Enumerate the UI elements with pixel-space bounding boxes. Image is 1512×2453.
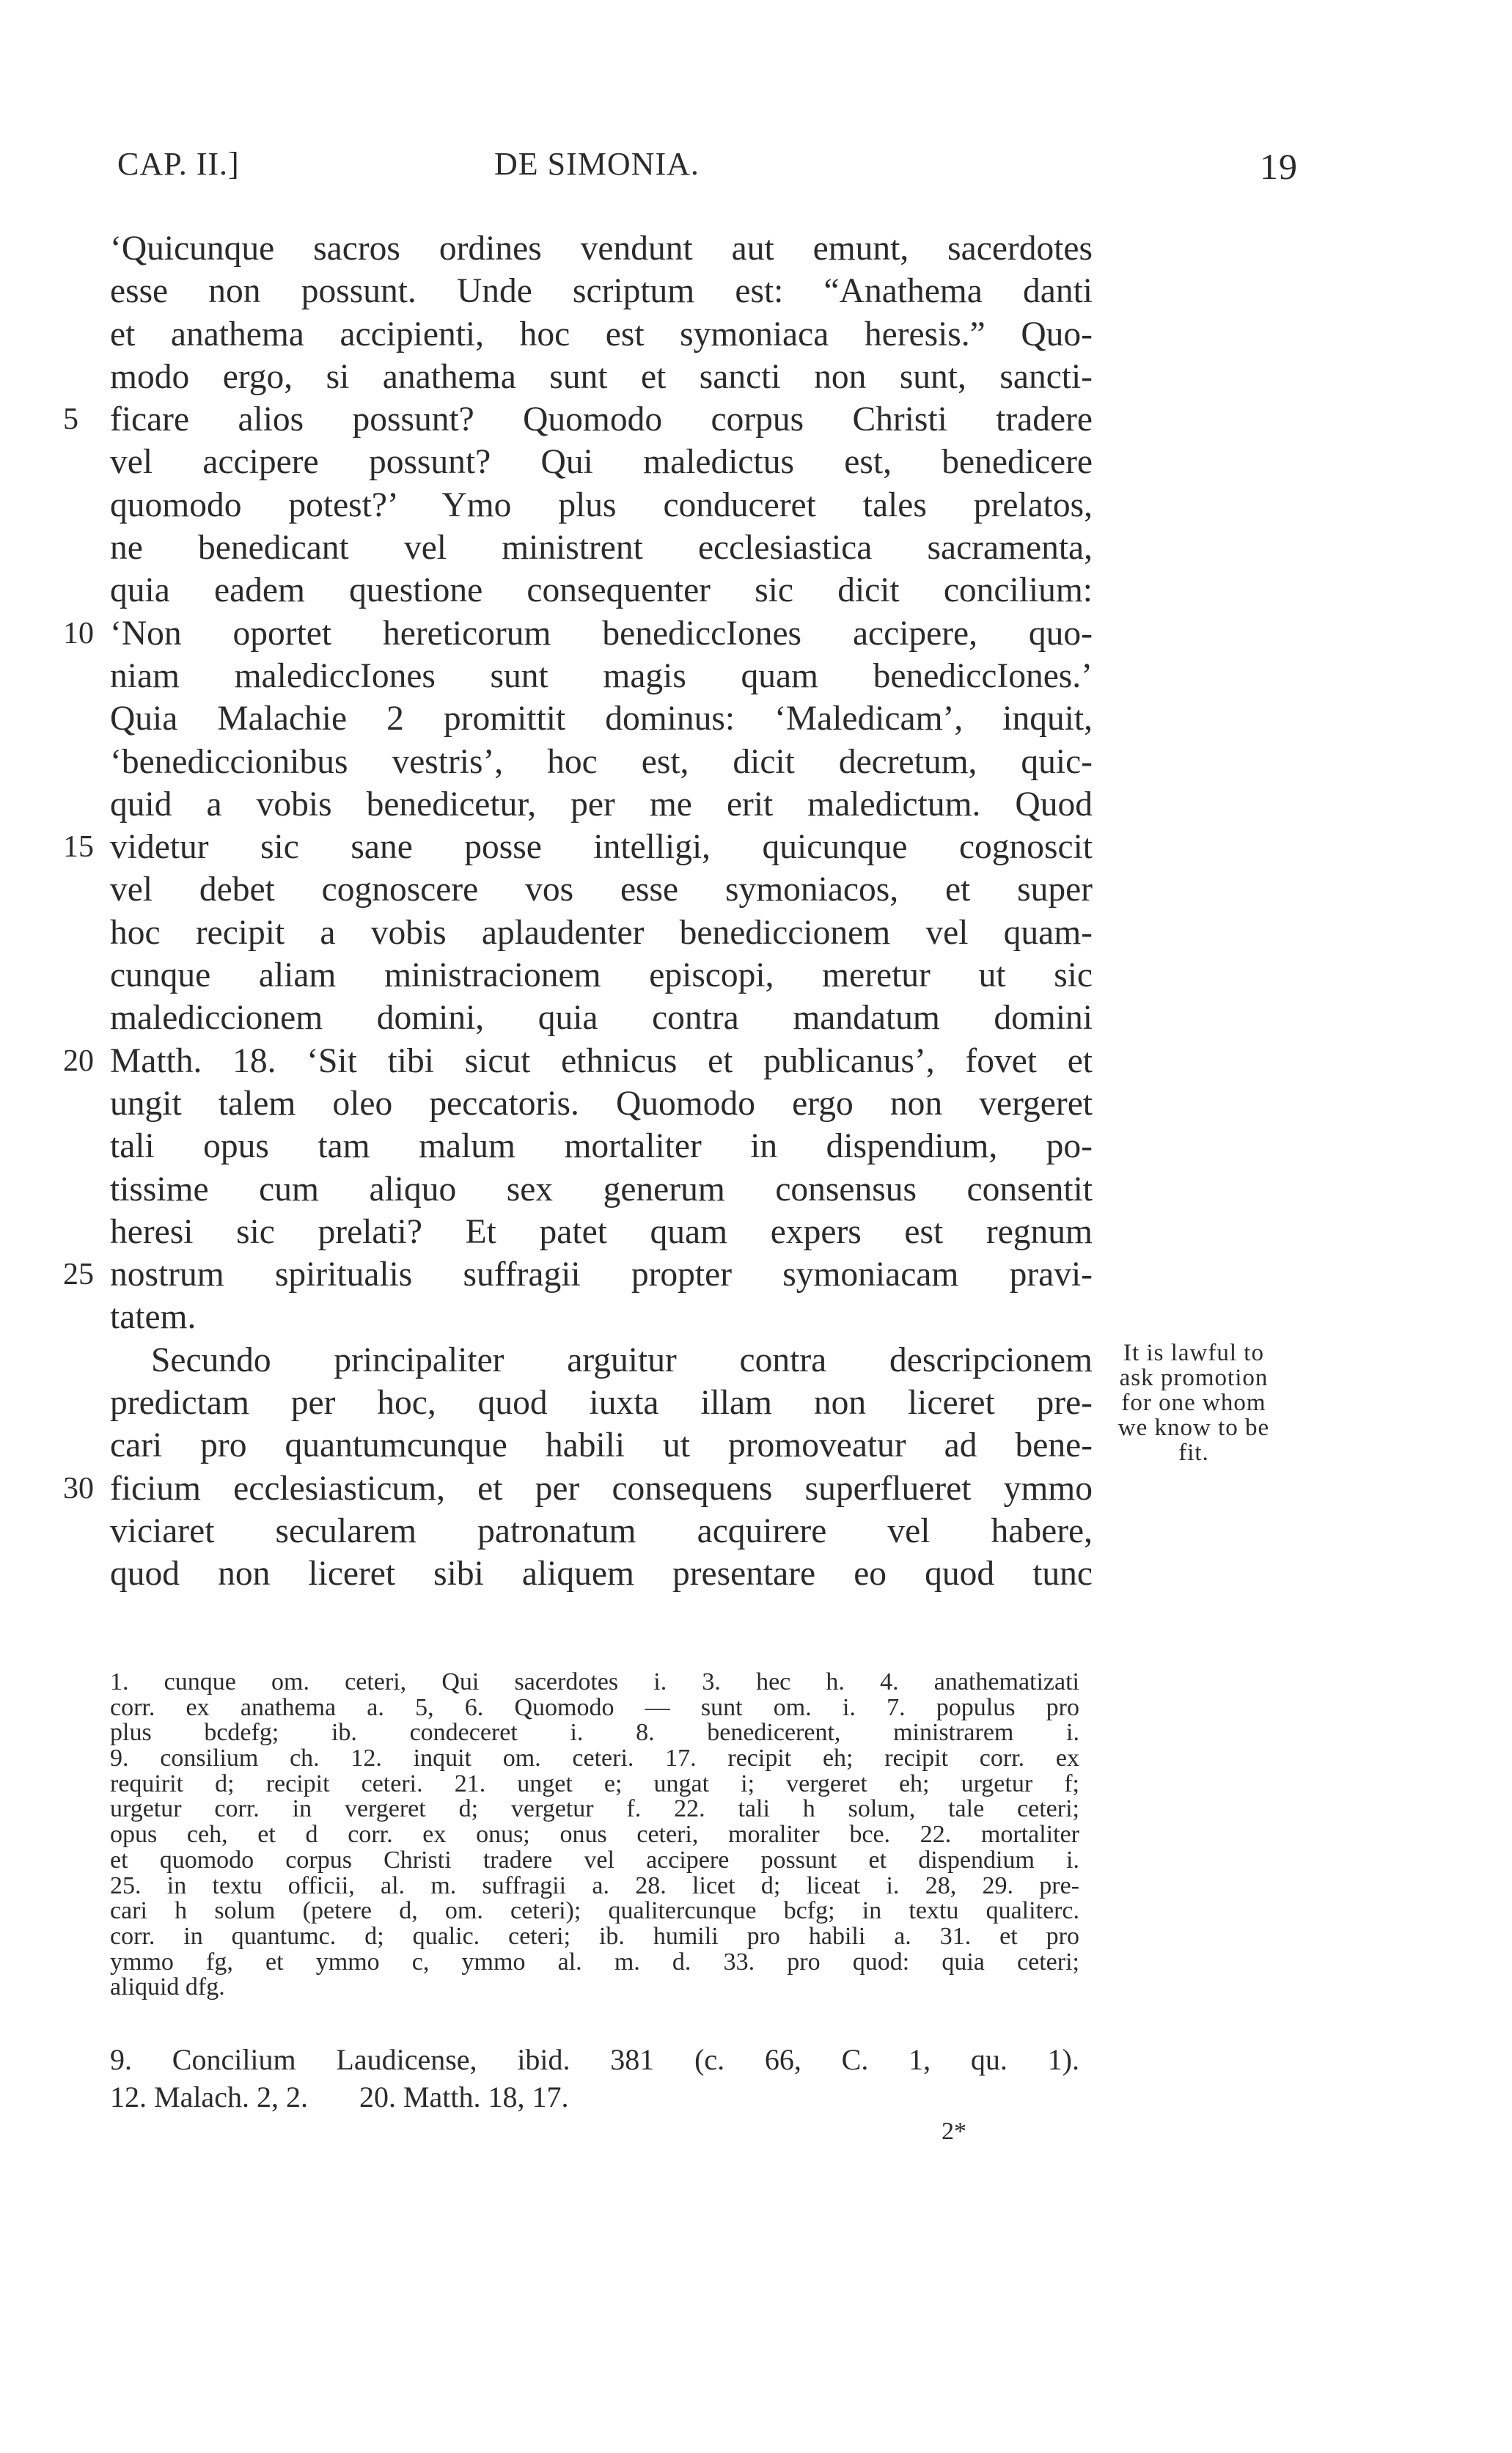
line-number: 30: [63, 1471, 94, 1506]
text-line: [110, 1125, 1093, 1167]
text-line: [110, 1211, 1093, 1253]
text-line: [110, 356, 1093, 398]
running-title: DE SIMONIA.: [494, 146, 700, 182]
text-line: [110, 1382, 1093, 1424]
page-number: 19: [1260, 146, 1298, 187]
line-text: Quia Malachie 2 promittit dominus: ‘Maledicam’, inquit,: [110, 700, 1093, 738]
text-line: [110, 1339, 1093, 1382]
line-text: esse non possunt. Unde scriptum est: “Anathema danti: [110, 272, 1093, 311]
marginal-note-line: fit.: [1178, 1440, 1209, 1466]
main-text: [63, 227, 1093, 1596]
line-text: modo ergo, si anathema sunt et sancti non sunt, sancti-: [110, 357, 1093, 396]
text-line: [110, 997, 1093, 1039]
line-text: quia eadem questione consequenter sic dicit concilium:: [110, 571, 1093, 610]
line-text: ungit talem oleo peccatoris. Quomodo ergo non vergeret: [110, 1084, 1093, 1123]
line-text: ‘Non oportet hereticorum benediccIones accipere, quo-: [110, 614, 1093, 653]
text-line: [110, 1296, 1093, 1338]
line-number: 15: [63, 830, 94, 865]
text-line: [110, 1510, 1093, 1552]
text-line: [63, 612, 1093, 655]
source-note: 12. Malach. 2, 2.: [110, 2080, 308, 2113]
line-text: heresi sic prelati? Et patet quam expers est regnum: [110, 1212, 1093, 1251]
line-text: tatem.: [110, 1298, 197, 1337]
text-line: [63, 1467, 1093, 1510]
line-number: 10: [63, 616, 94, 650]
line-text: ficium ecclesiasticum, et per consequens superflueret ymmo: [110, 1469, 1093, 1508]
marginal-note-line: ask promotion: [1119, 1365, 1269, 1391]
text-line: [110, 313, 1093, 356]
line-text: vel accipere possunt? Qui maledictus est, benedicere: [110, 443, 1093, 482]
source-notes: [110, 2041, 1079, 2116]
text-line: [110, 441, 1093, 483]
text-line: [63, 826, 1093, 868]
line-text: et anathema accipienti, hoc est symoniaca heresis.” Quo-: [110, 315, 1093, 353]
line-text: ficare alios possunt? Quomodo corpus Christi tradere: [110, 400, 1093, 439]
line-text: Secundo principaliter arguitur contra descripcionem: [151, 1341, 1093, 1379]
line-text: videtur sic sane posse intelligi, quicunque cognoscit: [110, 828, 1093, 867]
text-line: [110, 527, 1093, 569]
apparatus-line: corr. in quantumc. d; qualic. ceteri; ib. humili pro habili a. 31. et pro: [110, 1922, 1079, 1950]
text-line: [110, 783, 1093, 826]
line-text: tissime cum aliquo sex generum consensus consentit: [110, 1170, 1093, 1209]
marginal-note-line: we know to be: [1118, 1415, 1270, 1441]
line-text: ‘Quicunque sacros ordines vendunt aut emunt, sacerdotes: [110, 230, 1093, 268]
line-text: ne benedicant vel ministrent ecclesiastica sacramenta,: [110, 529, 1093, 568]
marginal-note: [1098, 1341, 1289, 1465]
apparatus-line: ymmo fg, et ymmo c, ymmo al. m. d. 33. pro quod: quia ceteri;: [110, 1948, 1079, 1976]
text-line: [110, 1424, 1093, 1467]
apparatus-line: requirit d; recipit ceteri. 21. unget e; ungat i; vergeret eh; urgetur f;: [110, 1770, 1079, 1797]
text-line: [110, 227, 1093, 270]
critical-apparatus: [110, 1670, 1079, 2001]
text-line: [110, 1168, 1093, 1211]
text-line: [110, 270, 1093, 312]
signature-mark: 2*: [942, 2118, 966, 2145]
line-text: cari pro quantumcunque habili ut promoveatur ad bene-: [110, 1426, 1093, 1465]
line-text: vel debet cognoscere vos esse symoniacos, et super: [110, 870, 1093, 909]
line-text: cunque aliam ministracionem episcopi, meretur ut sic: [110, 956, 1093, 995]
line-text: niam malediccIones sunt magis quam benediccIones.’: [110, 656, 1093, 695]
line-text: predictam per hoc, quod iuxta illam non liceret pre-: [110, 1384, 1093, 1423]
text-line: [110, 1082, 1093, 1125]
marginal-note-line: for one whom: [1121, 1390, 1266, 1416]
line-text: quomodo potest?’ Ymo plus conduceret tales prelatos,: [110, 485, 1093, 524]
text-line: [110, 569, 1093, 612]
line-number: 5: [63, 403, 78, 437]
line-text: nostrum spiritualis suffragii propter symoniacam pravi-: [110, 1255, 1093, 1294]
text-line: [110, 868, 1093, 911]
source-note-line: 9. Concilium Laudicense, ibid. 381 (c. 66, C. 1, qu. 1).: [110, 2043, 1079, 2076]
line-text: quid a vobis benedicetur, per me erit maledictum. Quod: [110, 785, 1093, 824]
text-line: [110, 655, 1093, 697]
text-line: [63, 1040, 1093, 1082]
line-text: tali opus tam malum mortaliter in dispendium, po-: [110, 1127, 1093, 1166]
apparatus-line: 25. in textu officii, al. m. suffragii a. 28. licet d; liceat i. 28, 29. pre-: [110, 1871, 1079, 1899]
apparatus-line: urgetur corr. in vergeret d; vergetur f. 22. tali h solum, tale ceteri;: [110, 1795, 1079, 1823]
text-line: [63, 398, 1093, 441]
line-text: quod non liceret sibi aliquem presentare eo quod tunc: [110, 1555, 1093, 1594]
line-number: 25: [63, 1258, 94, 1292]
running-header: [117, 145, 1298, 197]
line-number: 20: [63, 1044, 94, 1078]
text-line: [110, 697, 1093, 740]
apparatus-line: opus ceh, et d corr. ex onus; onus ceteri, moraliter bce. 22. mortaliter: [110, 1821, 1079, 1849]
text-line: [110, 912, 1093, 954]
marginal-note-line: It is lawful to: [1123, 1340, 1264, 1366]
source-note-line: [110, 2078, 1079, 2116]
chapter-label: CAP. II.]: [117, 146, 240, 182]
apparatus-line: et quomodo corpus Christi tradere vel accipere possunt et dispendium i.: [110, 1846, 1079, 1874]
text-line: [63, 1253, 1093, 1296]
line-text: ‘benediccionibus vestris’, hoc est, dicit decretum, quic-: [110, 742, 1093, 781]
apparatus-line: aliquid dfg.: [110, 1973, 225, 2001]
apparatus-line: plus bcdefg; ib. condeceret i. 8. benedicerent, ministrarem i.: [110, 1719, 1079, 1747]
source-note: 20. Matth. 18, 17.: [359, 2080, 569, 2113]
text-line: [110, 484, 1093, 527]
apparatus-line: 1. cunque om. ceteri, Qui sacerdotes i. 3. hec h. 4. anathematizati: [110, 1668, 1079, 1695]
apparatus-line: cari h solum (petere d, om. ceteri); qualitercunque bcfg; in textu qualiterc.: [110, 1897, 1079, 1925]
line-text: hoc recipit a vobis aplaudenter benediccionem vel quam-: [110, 913, 1093, 952]
text-line: [110, 1552, 1093, 1595]
text-line: [110, 741, 1093, 783]
text-line: [110, 954, 1093, 997]
apparatus-line: corr. ex anathema a. 5, 6. Quomodo — sunt om. i. 7. populus pro: [110, 1693, 1079, 1721]
apparatus-line: 9. consilium ch. 12. inquit om. ceteri. 17. recipit eh; recipit corr. ex: [110, 1745, 1079, 1772]
line-text: Matth. 18. ‘Sit tibi sicut ethnicus et publicanus’, fovet et: [110, 1041, 1093, 1080]
line-text: malediccionem domini, quia contra mandatum domini: [110, 999, 1093, 1038]
line-text: viciaret secularem patronatum acquirere vel habere,: [110, 1511, 1093, 1550]
